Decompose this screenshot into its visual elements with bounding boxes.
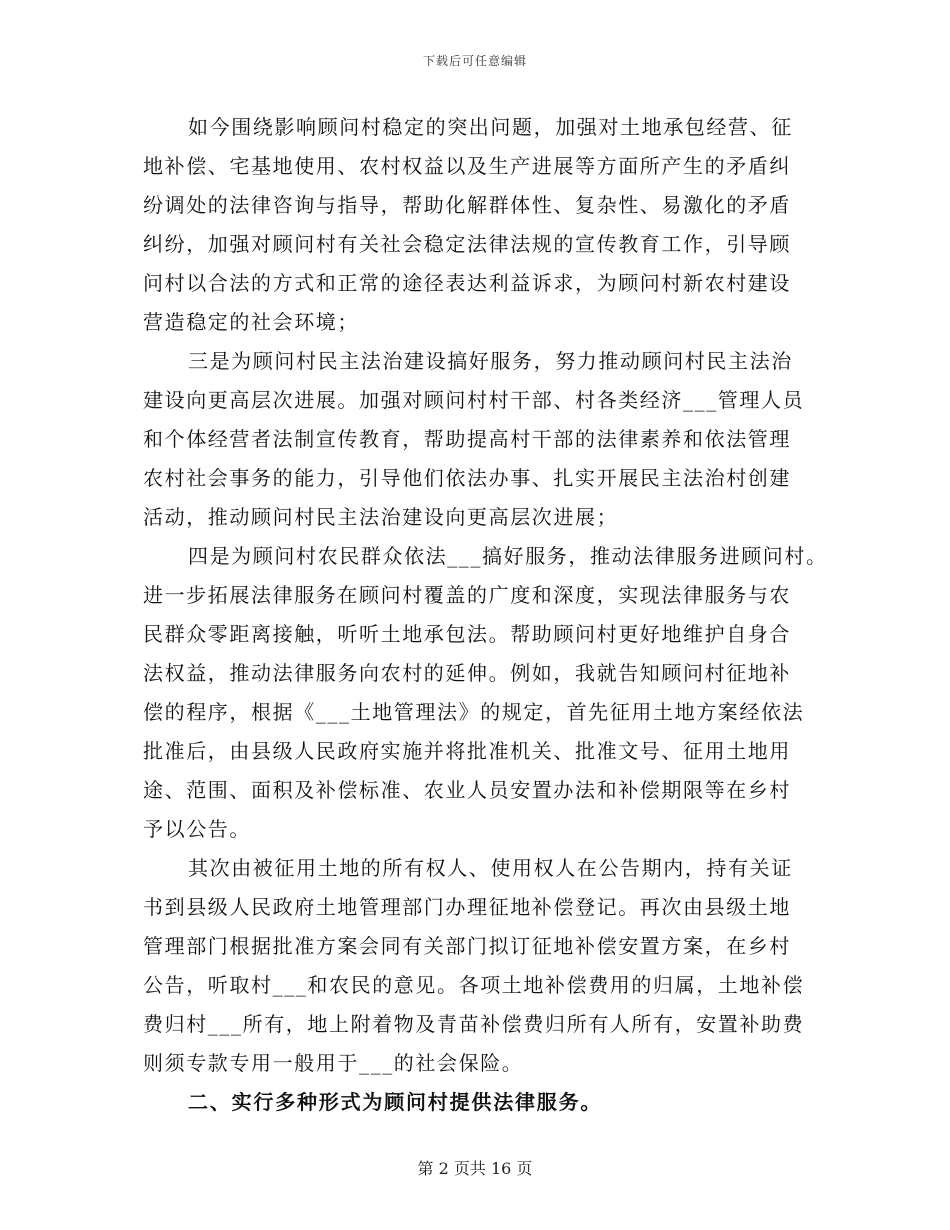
text-line: 偿的程序，根据《___土地管理法》的规定，首先征用土地方案经依法 <box>143 700 805 724</box>
text-line: 书到县级人民政府土地管理部门办理征地补偿登记。再次由县级土地 <box>143 895 791 919</box>
section-heading: 二、实行多种形式为顾问村提供法律服务。 <box>188 1090 603 1114</box>
text-line: 营造稳定的社会环境； <box>143 310 359 334</box>
text-line: 则须专款专用一般用于___的社会保险。 <box>143 1051 524 1075</box>
text-line: 费归村___所有，地上附着物及青苗补偿费归所有人所有，安置补助费 <box>143 1012 805 1036</box>
text-line: 公告，听取村___和农民的意见。各项土地补偿费用的归属，土地补偿 <box>143 973 805 997</box>
text-line: 活动，推动顾问村民主法治建设向更高层次进展； <box>143 505 619 529</box>
text-line: 予以公告。 <box>143 817 251 841</box>
text-line: 法权益，推动法律服务向农村的延伸。例如，我就告知顾问村征地补 <box>143 661 791 685</box>
text-line: 进一步拓展法律服务在顾问村覆盖的广度和深度，实现法律服务与农 <box>143 583 791 607</box>
text-line: 四是为顾问村农民群众依法___搞好服务，推动法律服务进顾问村。 <box>188 544 828 568</box>
page-footer: 第 2 页共 16 页 <box>417 1159 533 1178</box>
text-line: 途、范围、面积及补偿标准、农业人员安置办法和补偿期限等在乡村 <box>143 778 791 802</box>
text-line: 纠纷，加强对顾问村有关社会稳定法律法规的宣传教育工作，引导顾 <box>143 232 791 256</box>
text-line: 和个体经营者法制宣传教育，帮助提高村干部的法律素养和依法管理 <box>143 427 791 451</box>
text-line: 问村以合法的方式和正常的途径表达利益诉求，为顾问村新农村建设 <box>143 271 791 295</box>
text-line: 地补偿、宅基地使用、农村权益以及生产进展等方面所产生的矛盾纠 <box>143 154 791 178</box>
text-line: 建设向更高层次进展。加强对顾问村村干部、村各类经济___管理人员 <box>143 388 805 412</box>
text-line: 三是为顾问村民主法治建设搞好服务，努力推动顾问村民主法治 <box>188 349 793 373</box>
text-line: 批准后，由县级人民政府实施并将批准机关、批准文号、征用土地用 <box>143 739 791 763</box>
text-line: 管理部门根据批准方案会同有关部门拟订征地补偿安置方案，在乡村 <box>143 934 791 958</box>
document-body <box>143 108 828 1122</box>
text-line: 其次由被征用土地的所有权人、使用权人在公告期内，持有关证 <box>188 856 793 880</box>
text-line: 农村社会事务的能力，引导他们依法办事、扎实开展民主法治村创建 <box>143 466 791 490</box>
page-header: 下载后可任意编辑 <box>422 54 527 68</box>
text-line: 民群众零距离接触，听听土地承包法。帮助顾问村更好地维护自身合 <box>143 622 791 646</box>
text-line: 纷调处的法律咨询与指导，帮助化解群体性、复杂性、易激化的矛盾 <box>143 193 791 217</box>
text-line: 如今围绕影响顾问村稳定的突出问题，加强对土地承包经营、征 <box>188 115 793 139</box>
